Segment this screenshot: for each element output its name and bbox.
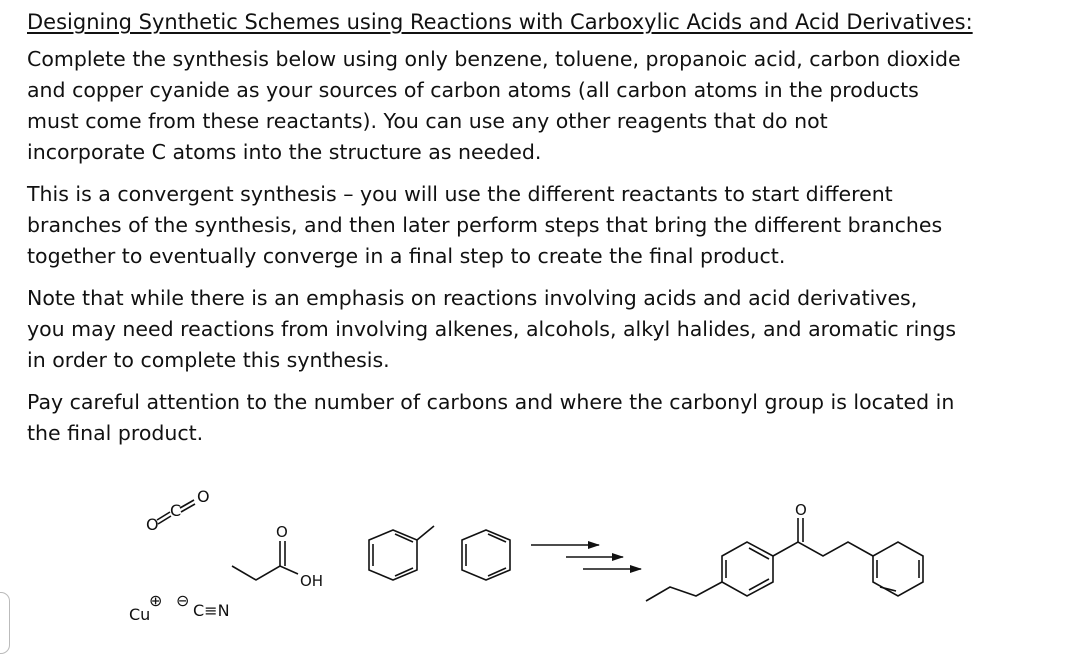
- benzene-structure: [462, 530, 510, 580]
- paragraph-convergent: This is a convergent synthesis – you will use the different reactants to start different branches of the synthesis, and then later perform steps that bring the different branches together to eventually converge in a final step to create the final product.: [27, 182, 943, 268]
- copper-label: Cu: [129, 605, 151, 624]
- propanoic-hydroxyl: OH: [300, 572, 324, 590]
- paragraph-carbonyl-note: Pay careful attention to the number of carbons and where the carbonyl group is located in the final product.: [27, 390, 955, 445]
- paragraph-reactions-note: Note that while there is an emphasis on reactions involving acids and acid derivatives, you may need reactions from involving alkenes, alcohols, alkyl halides, and aromatic rings in order to complete this synthesis.: [27, 286, 957, 372]
- cyanide-negative-charge: ⊖: [176, 591, 190, 610]
- co2-oxygen-right: O: [197, 487, 210, 506]
- co2-carbon: C: [170, 501, 182, 520]
- co2-oxygen-left: O: [146, 515, 159, 534]
- product-carbonyl-oxygen: O: [795, 501, 807, 519]
- document-body: [27, 8, 1057, 449]
- copper-positive-charge: ⊕: [149, 591, 163, 610]
- cyanide-label: C≡N: [193, 601, 230, 620]
- synthesis-scheme: [0, 470, 1069, 636]
- document-title: Designing Synthetic Schemes using Reactions with Carboxylic Acids and Acid Derivatives:: [27, 10, 973, 34]
- reaction-arrows: [531, 545, 641, 569]
- propanoic-acid-structure: [232, 541, 298, 580]
- paragraph-instructions: Complete the synthesis below using only benzene, toluene, propanoic acid, carbon dioxide and copper cyanide as your sources of carbon atoms (all carbon atoms in the products must come from these reactants). You can use any other reagents that do not incorporate C atoms into the structure as needed.: [27, 47, 961, 164]
- left-edge-control: [0, 592, 10, 654]
- final-product-structure: [646, 518, 923, 601]
- toluene-structure: [369, 526, 434, 580]
- propanoic-carbonyl-oxygen: O: [276, 523, 288, 541]
